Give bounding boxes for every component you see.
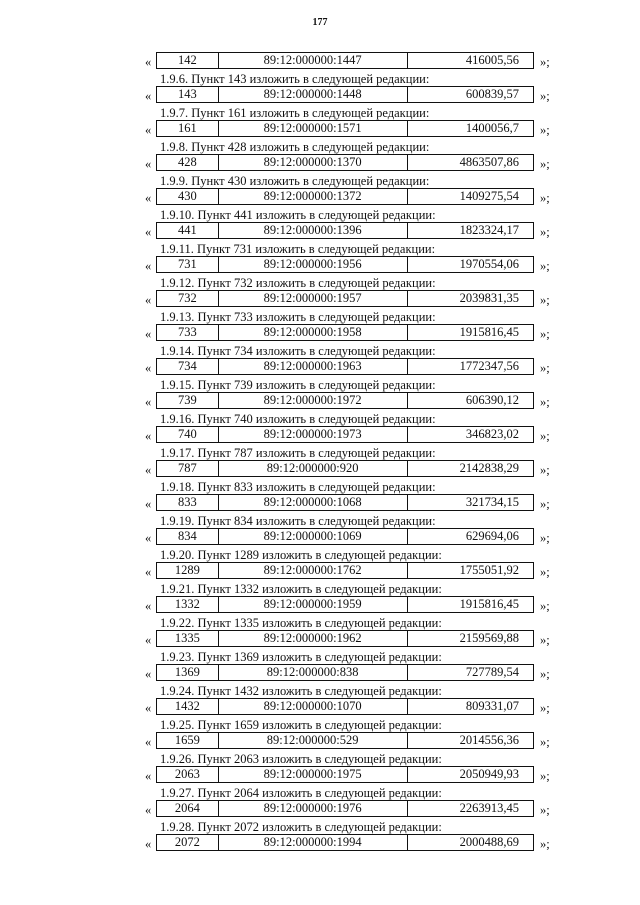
cadastral-value-cell: 727789,54 [465, 665, 519, 679]
cadastral-number-cell: 89:12:000000:1962 [219, 631, 408, 646]
amendment-entry [0, 208, 640, 242]
closing-quote: »; [540, 667, 550, 681]
amendment-caption: 1.9.11. Пункт 731 изложить в следующей редакции: [160, 242, 436, 256]
amendment-caption: 1.9.8. Пункт 428 изложить в следующей редакции: [160, 140, 430, 154]
item-number-cell: 2063 [157, 767, 219, 782]
opening-quote: « [145, 599, 152, 613]
amendment-caption: 1.9.18. Пункт 833 изложить в следующей редакции: [160, 480, 436, 494]
cadastral-value-cell: 1823324,17 [459, 223, 519, 237]
table-row [0, 392, 640, 412]
amendment-entry [0, 480, 640, 514]
closing-quote: »; [540, 157, 550, 171]
cadastral-number-cell: 89:12:000000:1975 [219, 767, 408, 782]
closing-quote: »; [540, 429, 550, 443]
table-row [0, 630, 640, 650]
opening-quote: « [145, 327, 152, 341]
amendment-caption: 1.9.19. Пункт 834 изложить в следующей редакции: [160, 514, 436, 528]
cadastral-number-cell: 89:12:000000:1372 [219, 189, 408, 204]
cadastral-value-cell: 1915816,45 [459, 597, 519, 611]
row-cells [156, 256, 534, 273]
cadastral-number-cell: 89:12:000000:920 [219, 461, 408, 476]
amendment-entry [0, 378, 640, 412]
row-cells [156, 834, 534, 851]
amendment-entry [0, 684, 640, 718]
cadastral-value-cell: 1772347,56 [459, 359, 519, 373]
row-cells [156, 562, 534, 579]
cadastral-number-cell: 89:12:000000:1972 [219, 393, 408, 408]
row-cells [156, 426, 534, 443]
row-cells [156, 630, 534, 647]
item-number-cell: 142 [157, 53, 219, 68]
row-cells [156, 732, 534, 749]
amendment-caption: 1.9.25. Пункт 1659 изложить в следующей редакции: [160, 718, 442, 732]
amendment-entry [0, 310, 640, 344]
cadastral-value-cell: 2159569,88 [459, 631, 519, 645]
cadastral-number-cell: 89:12:000000:1994 [219, 835, 408, 850]
cadastral-number-cell: 89:12:000000:1762 [219, 563, 408, 578]
closing-quote: »; [540, 565, 550, 579]
amendment-caption: 1.9.12. Пункт 732 изложить в следующей редакции: [160, 276, 436, 290]
opening-quote: « [145, 361, 152, 375]
amendment-list [0, 52, 640, 854]
table-row [0, 766, 640, 786]
opening-quote: « [145, 803, 152, 817]
item-number-cell: 1289 [157, 563, 219, 578]
amendment-caption: 1.9.6. Пункт 143 изложить в следующей редакции: [160, 72, 430, 86]
amendment-caption: 1.9.27. Пункт 2064 изложить в следующей редакции: [160, 786, 442, 800]
opening-quote: « [145, 497, 152, 511]
opening-quote: « [145, 293, 152, 307]
cadastral-number-cell: 89:12:000000:1959 [219, 597, 408, 612]
amendment-entry [0, 276, 640, 310]
row-cells [156, 460, 534, 477]
cadastral-number-cell: 89:12:000000:1448 [219, 87, 408, 102]
opening-quote: « [145, 531, 152, 545]
cadastral-value-cell: 2039831,35 [459, 291, 519, 305]
closing-quote: »; [540, 701, 550, 715]
amendment-entry [0, 582, 640, 616]
closing-quote: »; [540, 259, 550, 273]
cadastral-number-cell: 89:12:000000:529 [219, 733, 408, 748]
item-number-cell: 430 [157, 189, 219, 204]
row-cells [156, 120, 534, 137]
cadastral-number-cell: 89:12:000000:1070 [219, 699, 408, 714]
row-cells [156, 52, 534, 69]
item-number-cell: 739 [157, 393, 219, 408]
cadastral-value-cell: 2014556,36 [459, 733, 519, 747]
table-row [0, 426, 640, 446]
opening-quote: « [145, 259, 152, 273]
row-cells [156, 86, 534, 103]
closing-quote: »; [540, 89, 550, 103]
cadastral-value-cell: 1409275,54 [459, 189, 519, 203]
cadastral-value-cell: 600839,57 [465, 87, 519, 101]
amendment-entry [0, 106, 640, 140]
cadastral-number-cell: 89:12:000000:1956 [219, 257, 408, 272]
closing-quote: »; [540, 55, 550, 69]
amendment-caption: 1.9.17. Пункт 787 изложить в следующей редакции: [160, 446, 436, 460]
closing-quote: »; [540, 123, 550, 137]
amendment-caption: 1.9.14. Пункт 734 изложить в следующей редакции: [160, 344, 436, 358]
item-number-cell: 1332 [157, 597, 219, 612]
closing-quote: »; [540, 327, 550, 341]
opening-quote: « [145, 565, 152, 579]
item-number-cell: 161 [157, 121, 219, 136]
opening-quote: « [145, 463, 152, 477]
amendment-entry [0, 616, 640, 650]
amendment-entry [0, 174, 640, 208]
closing-quote: »; [540, 225, 550, 239]
item-number-cell: 740 [157, 427, 219, 442]
closing-quote: »; [540, 633, 550, 647]
amendment-entry [0, 242, 640, 276]
cadastral-value-cell: 1755051,92 [459, 563, 519, 577]
opening-quote: « [145, 225, 152, 239]
closing-quote: »; [540, 395, 550, 409]
item-number-cell: 441 [157, 223, 219, 238]
amendment-entry [0, 786, 640, 820]
cadastral-value-cell: 606390,12 [465, 393, 519, 407]
cadastral-value-cell: 1970554,06 [459, 257, 519, 271]
amendment-entry [0, 412, 640, 446]
cadastral-number-cell: 89:12:000000:1068 [219, 495, 408, 510]
row-cells [156, 766, 534, 783]
amendment-caption: 1.9.20. Пункт 1289 изложить в следующей редакции: [160, 548, 442, 562]
amendment-caption: 1.9.23. Пункт 1369 изложить в следующей редакции: [160, 650, 442, 664]
amendment-caption: 1.9.28. Пункт 2072 изложить в следующей редакции: [160, 820, 442, 834]
table-row [0, 120, 640, 140]
cadastral-number-cell: 89:12:000000:1958 [219, 325, 408, 340]
row-cells [156, 392, 534, 409]
cadastral-number-cell: 89:12:000000:1976 [219, 801, 408, 816]
table-row [0, 562, 640, 582]
row-cells [156, 154, 534, 171]
amendment-entry [0, 140, 640, 174]
row-cells [156, 596, 534, 613]
opening-quote: « [145, 769, 152, 783]
table-row [0, 52, 640, 72]
item-number-cell: 733 [157, 325, 219, 340]
cadastral-value-cell: 416005,56 [465, 53, 519, 67]
table-row [0, 494, 640, 514]
opening-quote: « [145, 395, 152, 409]
table-row [0, 698, 640, 718]
closing-quote: »; [540, 769, 550, 783]
amendment-entry [0, 72, 640, 106]
opening-quote: « [145, 735, 152, 749]
row-cells [156, 528, 534, 545]
cadastral-value-cell: 2142838,29 [459, 461, 519, 475]
cadastral-number-cell: 89:12:000000:1069 [219, 529, 408, 544]
opening-quote: « [145, 667, 152, 681]
opening-quote: « [145, 157, 152, 171]
cadastral-number-cell: 89:12:000000:838 [219, 665, 408, 680]
cadastral-number-cell: 89:12:000000:1973 [219, 427, 408, 442]
cadastral-number-cell: 89:12:000000:1396 [219, 223, 408, 238]
closing-quote: »; [540, 837, 550, 851]
table-row [0, 222, 640, 242]
table-row [0, 290, 640, 310]
item-number-cell: 732 [157, 291, 219, 306]
item-number-cell: 2064 [157, 801, 219, 816]
cadastral-number-cell: 89:12:000000:1571 [219, 121, 408, 136]
amendment-caption: 1.9.26. Пункт 2063 изложить в следующей редакции: [160, 752, 442, 766]
row-cells [156, 800, 534, 817]
cadastral-number-cell: 89:12:000000:1957 [219, 291, 408, 306]
closing-quote: »; [540, 599, 550, 613]
table-row [0, 86, 640, 106]
cadastral-value-cell: 2050949,93 [459, 767, 519, 781]
item-number-cell: 428 [157, 155, 219, 170]
cadastral-value-cell: 2000488,69 [459, 835, 519, 849]
table-row [0, 596, 640, 616]
item-number-cell: 143 [157, 87, 219, 102]
item-number-cell: 833 [157, 495, 219, 510]
row-cells [156, 290, 534, 307]
opening-quote: « [145, 89, 152, 103]
item-number-cell: 1659 [157, 733, 219, 748]
opening-quote: « [145, 837, 152, 851]
cadastral-value-cell: 629694,06 [465, 529, 519, 543]
amendment-entry [0, 514, 640, 548]
table-row [0, 256, 640, 276]
row-cells [156, 358, 534, 375]
amendment-caption: 1.9.21. Пункт 1332 изложить в следующей редакции: [160, 582, 442, 596]
opening-quote: « [145, 55, 152, 69]
closing-quote: »; [540, 293, 550, 307]
amendment-caption: 1.9.16. Пункт 740 изложить в следующей редакции: [160, 412, 436, 426]
opening-quote: « [145, 701, 152, 715]
amendment-entry [0, 548, 640, 582]
item-number-cell: 2072 [157, 835, 219, 850]
table-row [0, 834, 640, 854]
item-number-cell: 834 [157, 529, 219, 544]
amendment-caption: 1.9.15. Пункт 739 изложить в следующей редакции: [160, 378, 436, 392]
table-row [0, 324, 640, 344]
closing-quote: »; [540, 497, 550, 511]
amendment-entry [0, 718, 640, 752]
closing-quote: »; [540, 531, 550, 545]
amendment-caption: 1.9.24. Пункт 1432 изложить в следующей редакции: [160, 684, 442, 698]
table-row [0, 358, 640, 378]
item-number-cell: 1369 [157, 665, 219, 680]
amendment-caption: 1.9.13. Пункт 733 изложить в следующей редакции: [160, 310, 436, 324]
table-row [0, 664, 640, 684]
cadastral-value-cell: 346823,02 [465, 427, 519, 441]
opening-quote: « [145, 191, 152, 205]
amendment-entry [0, 344, 640, 378]
row-cells [156, 494, 534, 511]
table-row [0, 460, 640, 480]
row-cells [156, 324, 534, 341]
item-number-cell: 734 [157, 359, 219, 374]
closing-quote: »; [540, 361, 550, 375]
row-cells [156, 698, 534, 715]
cadastral-number-cell: 89:12:000000:1370 [219, 155, 408, 170]
cadastral-number-cell: 89:12:000000:1963 [219, 359, 408, 374]
cadastral-value-cell: 1915816,45 [459, 325, 519, 339]
item-number-cell: 731 [157, 257, 219, 272]
amendment-entry [0, 752, 640, 786]
cadastral-value-cell: 321734,15 [465, 495, 519, 509]
item-number-cell: 787 [157, 461, 219, 476]
closing-quote: »; [540, 803, 550, 817]
amendment-entry [0, 446, 640, 480]
table-row [0, 528, 640, 548]
cadastral-value-cell: 4863507,86 [459, 155, 519, 169]
closing-quote: »; [540, 735, 550, 749]
cadastral-value-cell: 1400056,7 [465, 121, 519, 135]
amendment-entry [0, 820, 640, 854]
row-cells [156, 188, 534, 205]
opening-quote: « [145, 633, 152, 647]
closing-quote: »; [540, 463, 550, 477]
table-row [0, 154, 640, 174]
row-cells [156, 222, 534, 239]
closing-quote: »; [540, 191, 550, 205]
opening-quote: « [145, 123, 152, 137]
amendment-entry [0, 52, 640, 72]
page-number: 177 [312, 17, 328, 28]
cadastral-number-cell: 89:12:000000:1447 [219, 53, 408, 68]
amendment-caption: 1.9.22. Пункт 1335 изложить в следующей редакции: [160, 616, 442, 630]
table-row [0, 732, 640, 752]
item-number-cell: 1432 [157, 699, 219, 714]
amendment-caption: 1.9.7. Пункт 161 изложить в следующей редакции: [160, 106, 430, 120]
amendment-caption: 1.9.10. Пункт 441 изложить в следующей редакции: [160, 208, 436, 222]
cadastral-value-cell: 2263913,45 [459, 801, 519, 815]
table-row [0, 800, 640, 820]
opening-quote: « [145, 429, 152, 443]
amendment-caption: 1.9.9. Пункт 430 изложить в следующей редакции: [160, 174, 430, 188]
table-row [0, 188, 640, 208]
row-cells [156, 664, 534, 681]
cadastral-value-cell: 809331,07 [465, 699, 519, 713]
amendment-entry [0, 650, 640, 684]
item-number-cell: 1335 [157, 631, 219, 646]
